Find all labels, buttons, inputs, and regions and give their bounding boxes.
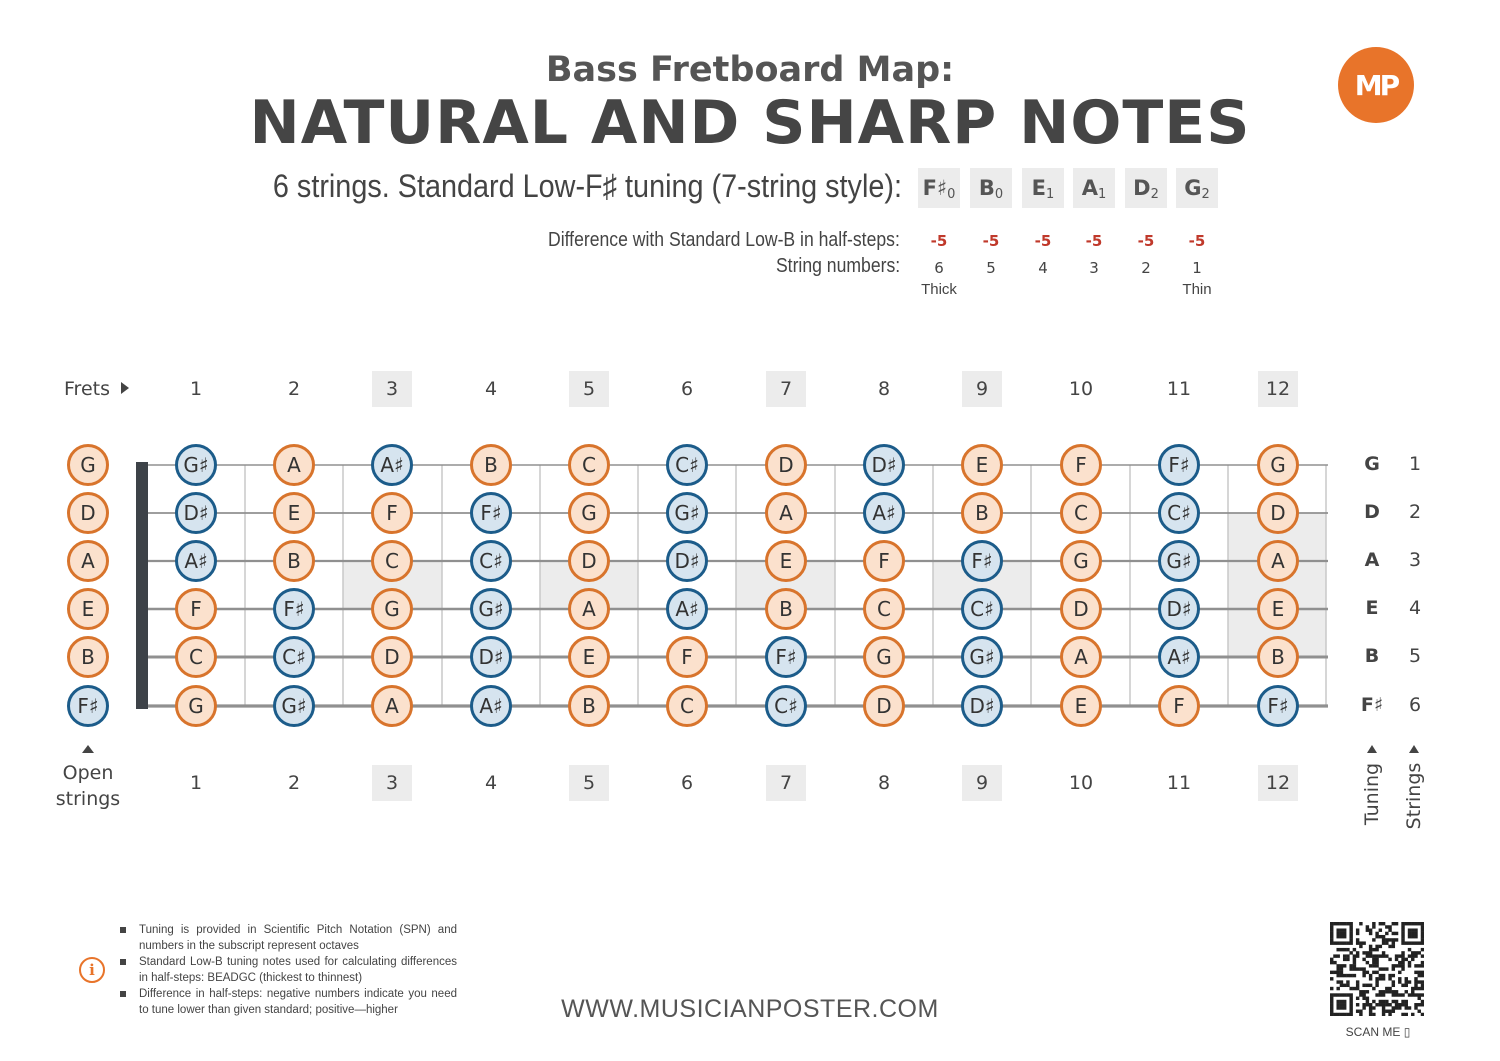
- string-number: 2: [1141, 259, 1151, 277]
- sharp-note: [865, 494, 904, 533]
- footnote: Tuning is provided in Scientific Pitch Notation (SPN) and numbers in the subscript represent octaves: [117, 922, 457, 954]
- footnote: Standard Low-B tuning notes used for calculating differences in half-steps: BEADGC (thickest to thinnest): [117, 954, 457, 986]
- string-number-label: 1: [1408, 453, 1422, 475]
- sharp-note: [963, 542, 1002, 581]
- sharp-note: [668, 542, 707, 581]
- scan-me-label: [1330, 1025, 1426, 1039]
- note-label: G♯: [281, 694, 307, 718]
- natural-note: [373, 542, 412, 581]
- up-arrow-icon: [82, 745, 94, 753]
- note-label: A: [1271, 549, 1285, 573]
- sharp-note: [472, 638, 511, 677]
- note-label: D♯: [871, 453, 897, 477]
- natural-note: [1062, 687, 1101, 726]
- fret-number: 9: [962, 371, 1002, 407]
- natural-note: [177, 638, 216, 677]
- open-strings-line: Open: [62, 762, 114, 784]
- natural-note: [275, 446, 314, 485]
- difference-value: -5: [1085, 232, 1103, 250]
- sharp-note: [472, 590, 511, 629]
- note-label: A: [287, 453, 301, 477]
- note-label: C♯: [675, 453, 699, 477]
- sharp-note: [1259, 687, 1298, 726]
- fret-number: 11: [1166, 772, 1192, 794]
- tuning-note: B: [978, 176, 995, 200]
- website-link[interactable]: WWW.MUSICIANPOSTER.COM: [561, 995, 939, 1023]
- natural-note: [177, 687, 216, 726]
- note-label: F: [878, 549, 890, 573]
- title-top: Bass Fretboard Map:: [545, 50, 955, 90]
- thick-label: Thick: [921, 281, 957, 298]
- fret-number: 2: [287, 378, 301, 400]
- qr-code[interactable]: [1330, 922, 1424, 1016]
- fret-number: 12: [1258, 371, 1298, 407]
- note-label: A♯: [872, 501, 896, 525]
- thin-label: Thin: [1182, 281, 1212, 298]
- sharp-note: [275, 687, 314, 726]
- sharp-note: [963, 687, 1002, 726]
- string-tuning-label: B: [1364, 645, 1380, 667]
- fret-number: 7: [766, 371, 806, 407]
- fret-number: 4: [484, 772, 498, 794]
- natural-note: [570, 687, 609, 726]
- note-label: A: [582, 597, 596, 621]
- note-label: F♯: [77, 694, 99, 718]
- note-label: A♯: [479, 694, 503, 718]
- sharp-note: [1160, 494, 1199, 533]
- note-label: E: [1074, 694, 1088, 718]
- nut: [136, 462, 148, 709]
- sharp-note: [472, 687, 511, 726]
- sharp-note: [767, 638, 806, 677]
- note-label: C♯: [282, 645, 306, 669]
- note-label: F: [681, 645, 693, 669]
- string-number-label: 2: [1408, 501, 1422, 523]
- fret-number: 9: [962, 765, 1002, 801]
- note-label: B: [582, 694, 596, 718]
- note-label: G♯: [478, 597, 504, 621]
- string-numbers-label: String numbers:: [775, 255, 900, 277]
- fret-inlay: [1228, 513, 1326, 657]
- tuning-note: A: [1081, 176, 1098, 200]
- tuning-octave: 2: [1150, 187, 1159, 202]
- fret-number: 5: [569, 371, 609, 407]
- tuning-note: G: [1184, 176, 1202, 200]
- natural-note: [69, 590, 108, 629]
- string-number: 6: [934, 259, 944, 277]
- note-label: C♯: [970, 597, 994, 621]
- frets-label: Frets: [64, 378, 110, 400]
- natural-note: [1160, 687, 1199, 726]
- sharp-note: [275, 638, 314, 677]
- fret-number: 2: [287, 772, 301, 794]
- natural-note: [69, 494, 108, 533]
- note-label: D: [384, 645, 400, 669]
- string-number-label: 6: [1408, 694, 1422, 716]
- scan-me-text: SCAN ME: [1345, 1025, 1401, 1039]
- natural-note: [1062, 446, 1101, 485]
- string-tuning-label: G: [1364, 453, 1380, 475]
- note-label: A: [1074, 645, 1088, 669]
- note-label: F♯: [775, 645, 797, 669]
- note-label: A♯: [380, 453, 404, 477]
- fret-number: 1: [189, 772, 203, 794]
- note-label: D♯: [183, 501, 209, 525]
- fret-number: 3: [372, 371, 412, 407]
- natural-note: [865, 590, 904, 629]
- note-label: G: [1073, 549, 1089, 573]
- sharp-note: [767, 687, 806, 726]
- natural-note: [69, 638, 108, 677]
- fret-number: 6: [680, 378, 694, 400]
- natural-note: [177, 590, 216, 629]
- note-label: D: [1073, 597, 1089, 621]
- sharp-note: [69, 687, 108, 726]
- natural-note: [963, 446, 1002, 485]
- sharp-note: [472, 494, 511, 533]
- note-label: E: [81, 597, 95, 621]
- string-number: 1: [1192, 259, 1202, 277]
- note-label: F: [190, 597, 202, 621]
- fret-number: 10: [1068, 378, 1094, 400]
- note-label: E: [582, 645, 596, 669]
- difference-value: -5: [982, 232, 1000, 250]
- natural-note: [373, 590, 412, 629]
- fret-number: 6: [680, 772, 694, 794]
- tuning-octave: 1: [1097, 187, 1107, 202]
- sharp-note: [1160, 638, 1199, 677]
- natural-note: [1259, 494, 1298, 533]
- note-label: C: [385, 549, 399, 573]
- natural-note: [373, 494, 412, 533]
- sharp-note: [668, 446, 707, 485]
- string-number: 4: [1038, 259, 1048, 277]
- natural-note: [570, 494, 609, 533]
- tuning-octave: 1: [1046, 187, 1055, 202]
- string-number-label: 3: [1408, 549, 1422, 571]
- note-label: A: [779, 501, 793, 525]
- difference-value: -5: [930, 232, 948, 250]
- note-label: E: [779, 549, 793, 573]
- brand-logo[interactable]: MP: [1338, 47, 1414, 123]
- natural-note: [570, 590, 609, 629]
- note-label: B: [1271, 645, 1285, 669]
- fret-number: 8: [877, 772, 891, 794]
- natural-note: [570, 542, 609, 581]
- natural-note: [865, 687, 904, 726]
- note-label: A♯: [184, 549, 208, 573]
- note-label: F♯: [1168, 453, 1190, 477]
- note-label: C: [189, 645, 203, 669]
- note-label: D: [581, 549, 597, 573]
- string-tuning-label: E: [1365, 597, 1379, 619]
- sharp-note: [963, 638, 1002, 677]
- natural-note: [570, 638, 609, 677]
- string-number-label: 4: [1408, 597, 1422, 619]
- note-label: F♯: [480, 501, 502, 525]
- string-tuning-label: F♯: [1360, 694, 1384, 716]
- sharp-note: [963, 590, 1002, 629]
- fret-number: 12: [1258, 765, 1298, 801]
- natural-note: [1259, 638, 1298, 677]
- note-label: G: [876, 645, 892, 669]
- string-tuning-label: A: [1364, 549, 1380, 571]
- natural-note: [472, 446, 511, 485]
- note-label: B: [779, 597, 793, 621]
- note-label: A: [385, 694, 399, 718]
- note-label: G: [188, 694, 204, 718]
- natural-note: [767, 494, 806, 533]
- fret-number: 5: [569, 765, 609, 801]
- note-label: B: [484, 453, 498, 477]
- info-icon: i: [79, 957, 105, 983]
- note-label: B: [975, 501, 989, 525]
- natural-note: [69, 446, 108, 485]
- note-label: E: [1271, 597, 1285, 621]
- note-label: G: [581, 501, 597, 525]
- note-label: A: [81, 549, 95, 573]
- fret-number: 1: [189, 378, 203, 400]
- natural-note: [1259, 542, 1298, 581]
- string-number-label: 5: [1408, 645, 1422, 667]
- note-label: D♯: [674, 549, 700, 573]
- note-label: G♯: [1166, 549, 1192, 573]
- sharp-note: [177, 542, 216, 581]
- sharp-note: [865, 446, 904, 485]
- note-label: E: [287, 501, 301, 525]
- natural-note: [1062, 494, 1101, 533]
- natural-note: [275, 494, 314, 533]
- fret-number: 3: [372, 765, 412, 801]
- fret-number: 11: [1166, 378, 1192, 400]
- phone-icon: ▯: [1403, 1025, 1411, 1039]
- note-label: A♯: [675, 597, 699, 621]
- difference-value: -5: [1137, 232, 1155, 250]
- note-label: G♯: [183, 453, 209, 477]
- note-label: F♯: [1267, 694, 1289, 718]
- natural-note: [373, 638, 412, 677]
- natural-note: [1062, 542, 1101, 581]
- sharp-note: [668, 590, 707, 629]
- string-number: 3: [1089, 259, 1099, 277]
- note-label: D♯: [969, 694, 995, 718]
- open-strings-line: strings: [55, 788, 121, 810]
- natural-note: [668, 687, 707, 726]
- sharp-note: [177, 494, 216, 533]
- tuning-note: D: [1133, 176, 1151, 200]
- note-label: F: [1075, 453, 1087, 477]
- difference-value: -5: [1034, 232, 1052, 250]
- string-tuning-label: D: [1364, 501, 1380, 523]
- difference-label: Difference with Standard Low-B in half-steps:: [548, 229, 900, 251]
- natural-note: [865, 542, 904, 581]
- note-label: F: [386, 501, 398, 525]
- natural-note: [767, 590, 806, 629]
- sharp-note: [472, 542, 511, 581]
- note-label: F: [1173, 694, 1185, 718]
- natural-note: [865, 638, 904, 677]
- tuning-note: F♯: [922, 176, 948, 200]
- natural-note: [767, 446, 806, 485]
- string-number: 5: [986, 259, 996, 277]
- natural-note: [1062, 638, 1101, 677]
- note-label: G: [1270, 453, 1286, 477]
- note-label: C♯: [1167, 501, 1191, 525]
- natural-note: [668, 638, 707, 677]
- natural-note: [767, 542, 806, 581]
- fret-number: 4: [484, 378, 498, 400]
- note-label: C: [1074, 501, 1088, 525]
- natural-note: [1259, 590, 1298, 629]
- fret-number: 8: [877, 378, 891, 400]
- note-label: G♯: [674, 501, 700, 525]
- tuning-label: 6 strings. Standard Low-F♯ tuning (7-string style):: [272, 168, 902, 204]
- sharp-note: [1160, 542, 1199, 581]
- tuning-octave: 0: [994, 187, 1004, 202]
- note-label: D: [778, 453, 794, 477]
- note-label: D: [1270, 501, 1286, 525]
- sharp-note: [1160, 590, 1199, 629]
- natural-note: [1062, 590, 1101, 629]
- footnote: Difference in half-steps: negative numbers indicate you need to tune lower than given standard; positive—higher: [117, 986, 457, 1018]
- natural-note: [69, 542, 108, 581]
- natural-note: [1259, 446, 1298, 485]
- note-label: D: [80, 501, 96, 525]
- note-label: E: [975, 453, 989, 477]
- note-label: C: [680, 694, 694, 718]
- tuning-note: E: [1031, 176, 1047, 200]
- note-label: D♯: [1166, 597, 1192, 621]
- note-label: G♯: [969, 645, 995, 669]
- note-label: C: [877, 597, 891, 621]
- note-label: C♯: [774, 694, 798, 718]
- natural-note: [570, 446, 609, 485]
- tuning-side-label: Tuning: [1361, 762, 1383, 826]
- natural-note: [275, 542, 314, 581]
- sharp-note: [275, 590, 314, 629]
- sharp-note: [668, 494, 707, 533]
- note-label: F♯: [283, 597, 305, 621]
- sharp-note: [373, 446, 412, 485]
- note-label: D♯: [478, 645, 504, 669]
- page-title: NATURAL AND SHARP NOTES: [249, 88, 1251, 158]
- note-label: B: [287, 549, 301, 573]
- sharp-note: [1160, 446, 1199, 485]
- note-label: B: [81, 645, 95, 669]
- difference-value: -5: [1188, 232, 1206, 250]
- natural-note: [963, 494, 1002, 533]
- strings-side-label: Strings: [1403, 762, 1425, 830]
- open-strings-label: [48, 760, 128, 812]
- note-label: G: [80, 453, 96, 477]
- tuning-octave: 0: [947, 187, 956, 202]
- note-label: C: [582, 453, 596, 477]
- note-label: D: [876, 694, 892, 718]
- fret-number: 10: [1068, 772, 1094, 794]
- fret-number: 7: [766, 765, 806, 801]
- note-label: G: [384, 597, 400, 621]
- note-label: F♯: [971, 549, 993, 573]
- note-label: A♯: [1167, 645, 1191, 669]
- sharp-note: [177, 446, 216, 485]
- tuning-octave: 2: [1201, 187, 1210, 202]
- note-label: C♯: [479, 549, 503, 573]
- natural-note: [373, 687, 412, 726]
